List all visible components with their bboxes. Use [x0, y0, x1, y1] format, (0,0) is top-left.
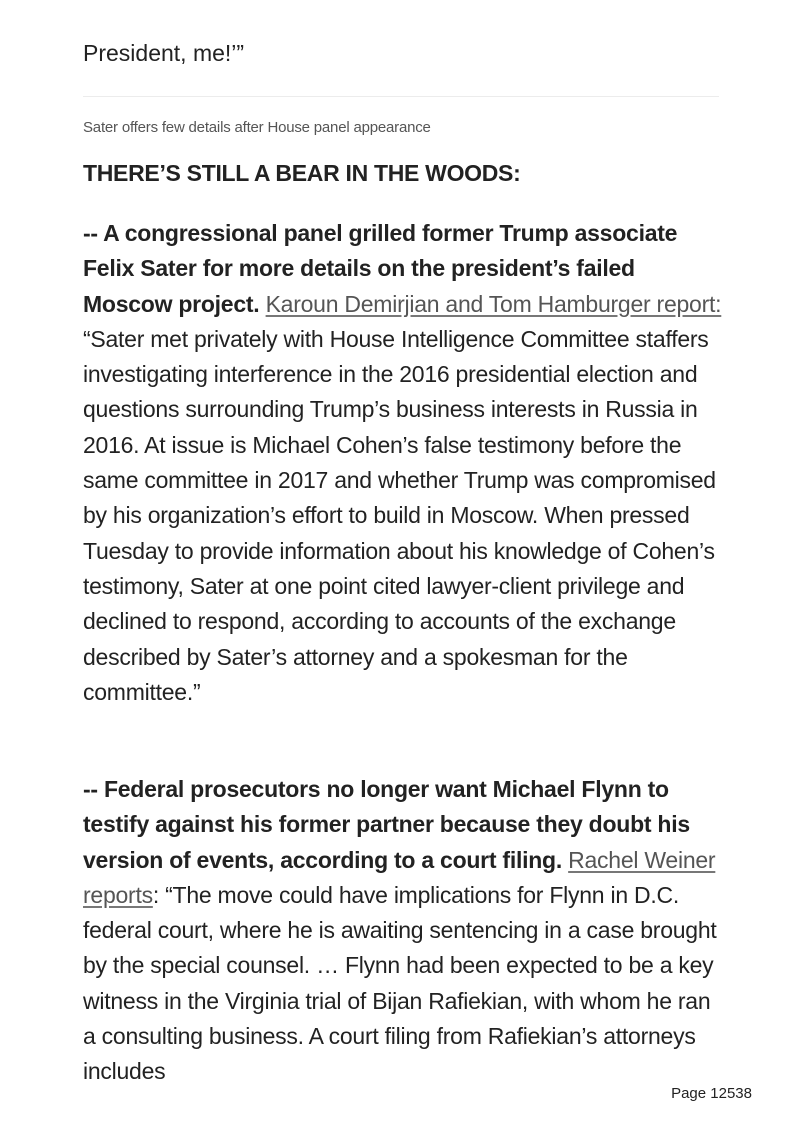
section-heading: THERE’S STILL A BEAR IN THE WOODS: — [83, 160, 521, 186]
paragraph-flynn-lead: -- Federal prosecutors no longer want Michael Flynn to testify against his former partner because they doubt his version of events, according to a court filing. — [83, 776, 690, 873]
paragraph-flynn — [83, 772, 723, 1086]
page-number: Page 12538 — [671, 1085, 752, 1102]
report-link-weiner[interactable]: Rachel Weiner reports — [83, 846, 716, 908]
paragraph-sater — [83, 216, 723, 710]
divider — [83, 96, 719, 97]
report-link-demirjian-hamburger[interactable]: Karoun Demirjian and Tom Hamburger report: — [265, 290, 722, 317]
paragraph-sater-lead: -- A congressional panel grilled former Trump associate Felix Sater for more details on the president’s failed Moscow project. — [83, 220, 678, 317]
continued-quote-line: President, me!’” — [83, 40, 245, 66]
document-page — [83, 0, 723, 1086]
related-story-caption: Sater offers few details after House panel appearance — [83, 119, 431, 136]
paragraph-flynn-text: : “The move could have implications for Flynn in D.C. federal court, where he is awaiting sentencing in a case brought by the special counsel. … Flynn had been expected to be a key witness in the Virginia trial of Bijan Rafiekian, with whom he ran a consulting business. A court filing from Rafiekian’s attorneys includes — [83, 881, 717, 1085]
paragraph-sater-text: “Sater met privately with House Intelligence Committee staffers investigating interference in the 2016 presidential election and questions surrounding Trump’s business interests in Russia in 2016. At issue is Michael Cohen’s false testimony before the same committee in 2017 and whether Trump was compromised by his organization’s effort to build in Moscow. When pressed Tuesday to provide information about his knowledge of Cohen’s testimony, Sater at one point cited lawyer-client privilege and declined to respond, according to accounts of the exchange described by Sater’s attorney and a spokesman for the committee.” — [83, 325, 716, 705]
